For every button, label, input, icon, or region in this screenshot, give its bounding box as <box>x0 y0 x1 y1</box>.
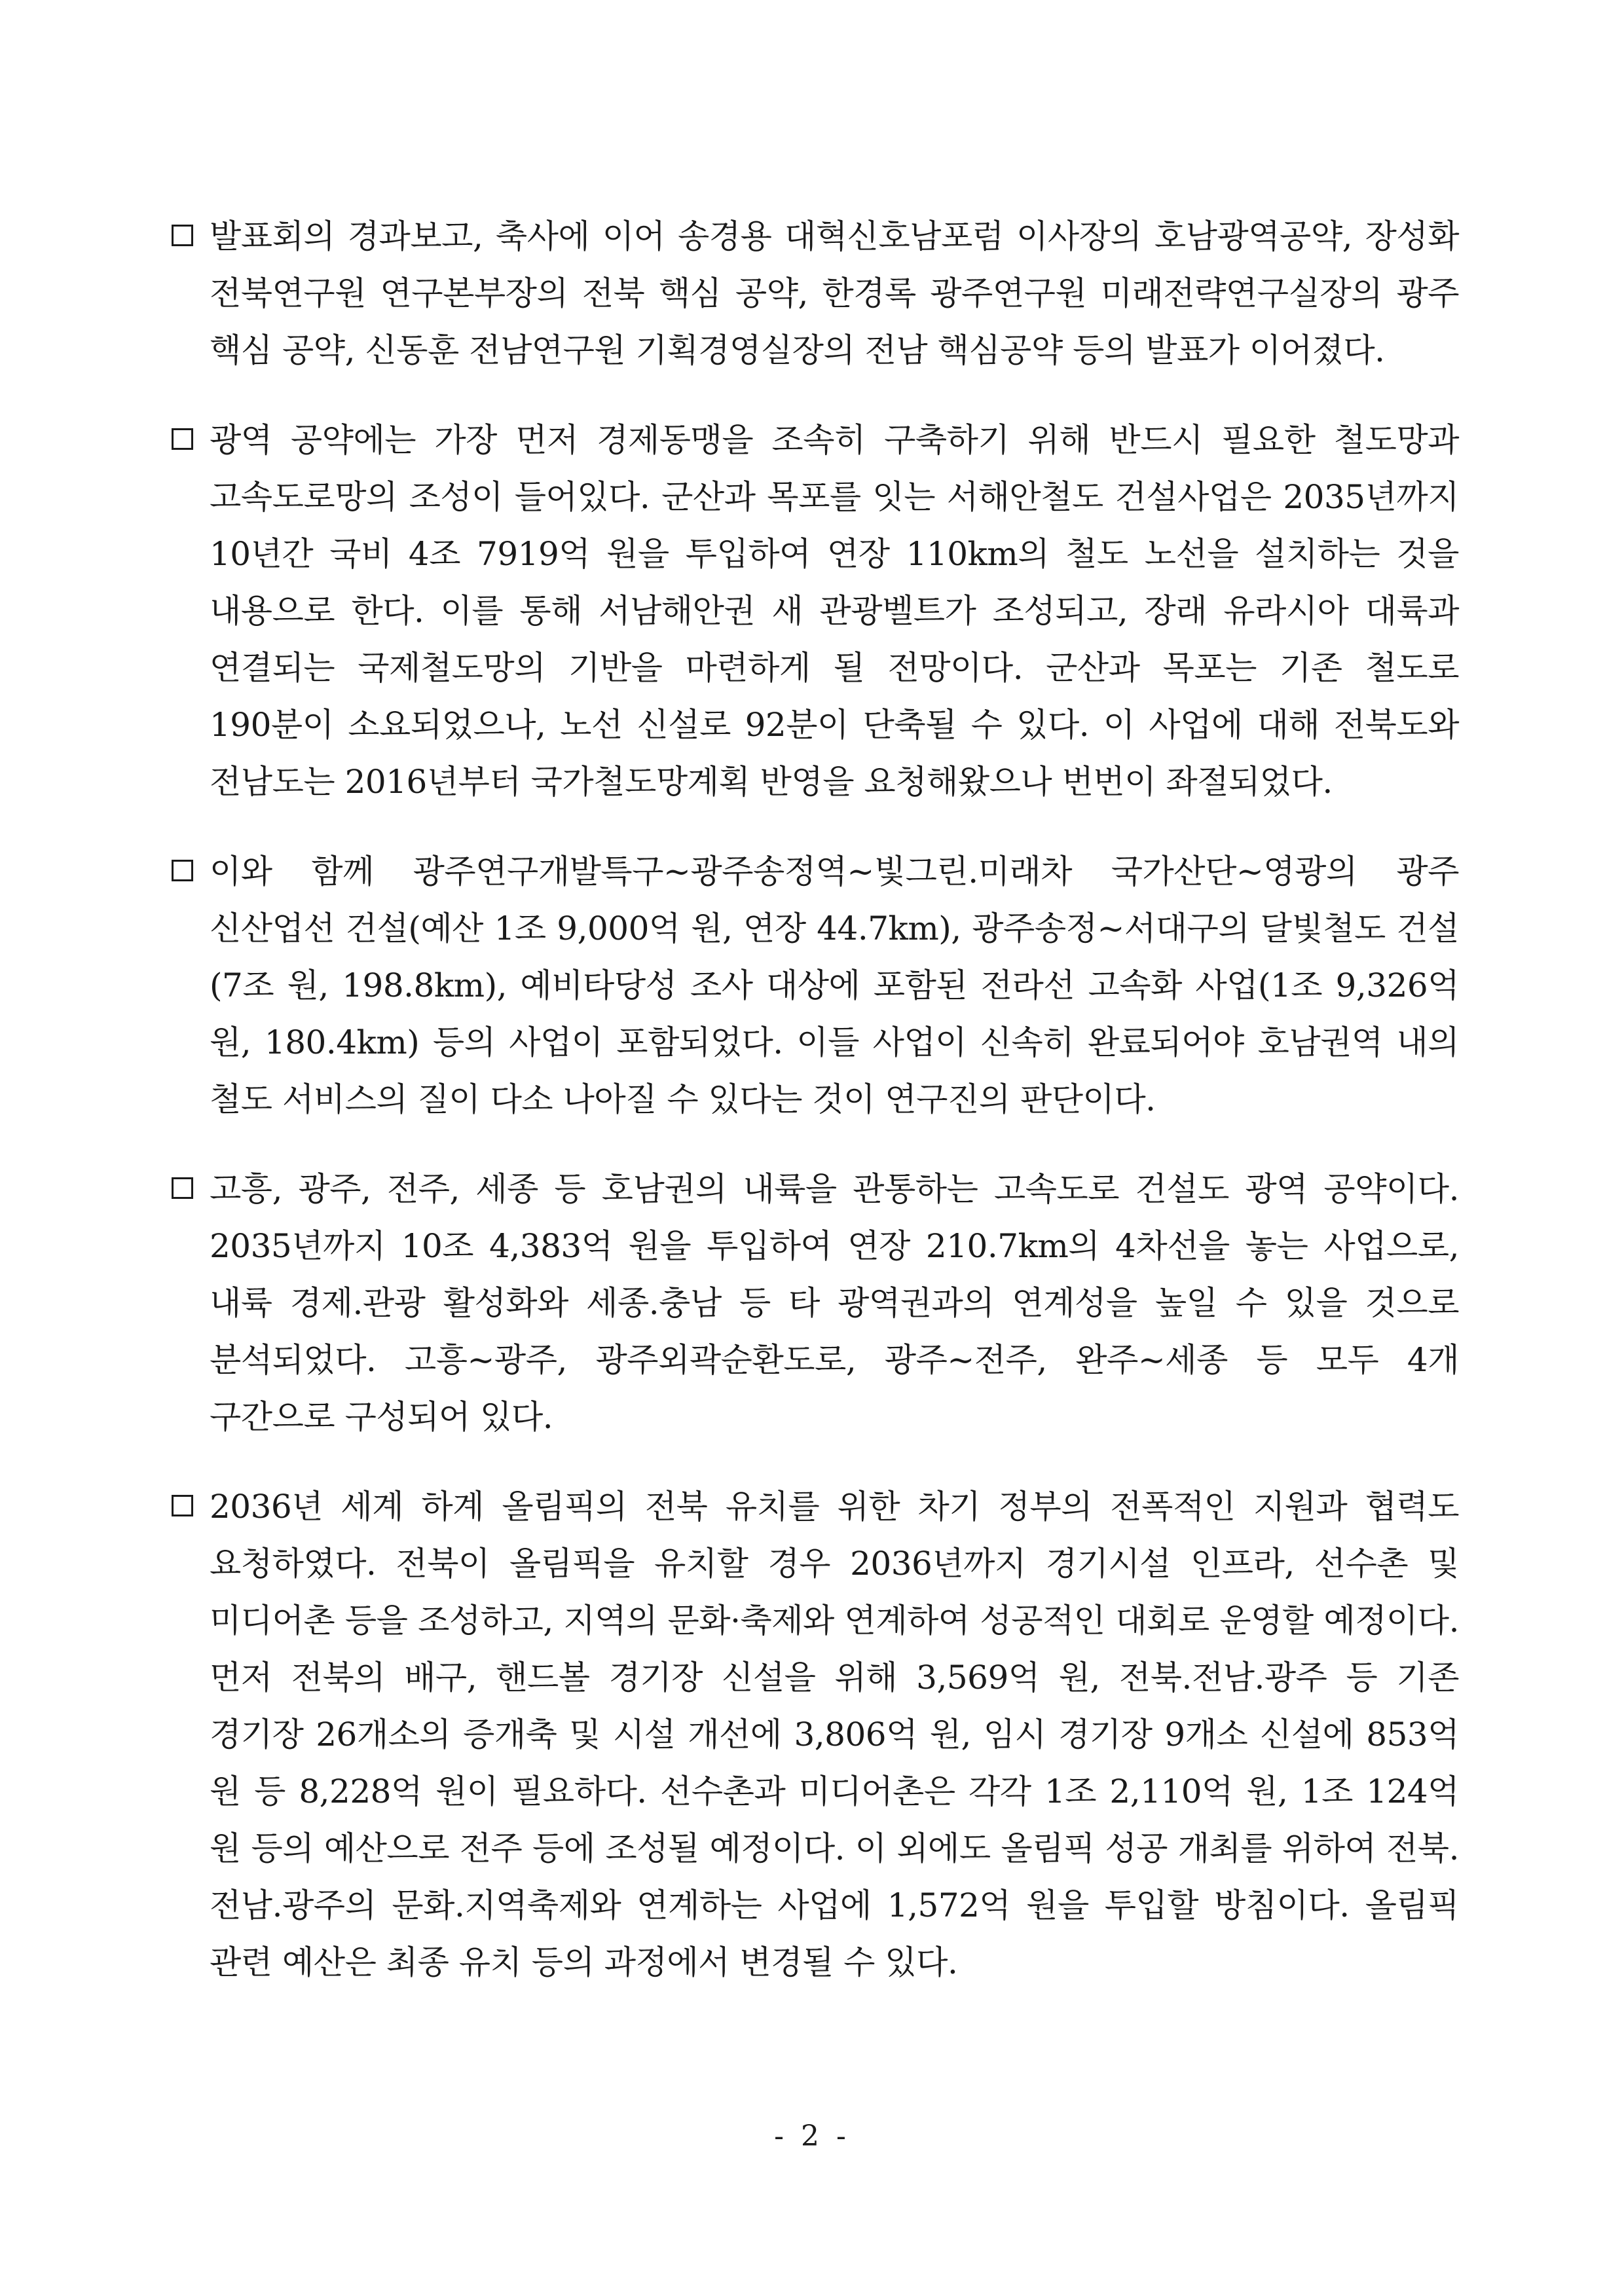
paragraph-4 <box>172 1161 1459 1446</box>
paragraph-1 <box>172 208 1459 379</box>
square-bullet-icon <box>172 225 193 246</box>
paragraph-5 <box>172 1478 1459 1991</box>
square-bullet-icon <box>172 1177 193 1199</box>
paragraph-text: 2036년 세계 하계 올림픽의 전북 유치를 위한 차기 정부의 전폭적인 지원과 협력도 요청하였다. 전북이 올림픽을 유치할 경우 2036년까지 경기시설 인프라, 선수촌 및 미디어촌 등을 조성하고, 지역의 문화·축제와 연계하여 성공적인 대회로 운영할 예정이다. 먼저 전북의 배구, 핸드볼 경기장 신설을 위해 3,569억 원, 전북.전남.광주 등 기존 경기장 26개소의 증개축 및 시설 개선에 3,806억 원, 임시 경기장 9개소 신설에 853억 원 등 8,228억 원이 필요하다. 선수촌과 미디어촌은 각각 1조 2,110억 원, 1조 124억 원 등의 예산으로 전주 등에 조성될 예정이다. 이 외에도 올림픽 성공 개최를 위하여 전북.전남.광주의 문화.지역축제와 연계하는 사업에 1,572억 원을 투입할 방침이다. 올림픽 관련 예산은 최종 유치 등의 과정에서 변경될 수 있다. <box>210 1488 1459 1981</box>
paragraph-text: 이와 함께 광주연구개발특구~광주송정역~빛그린.미래차 국가산단~영광의 광주 신산업선 건설(예산 1조 9,000억 원, 연장 44.7km), 광주송정~서대구의 달빛철도 건설(7조 원, 198.8km), 예비타당성 조사 대상에 포함된 전라선 고속화 사업(1조 9,326억 원, 180.4km) 등의 사업이 포함되었다. 이들 사업이 신속히 완료되어야 호남권역 내의 철도 서비스의 질이 다소 나아질 수 있다는 것이 연구진의 판단이다. <box>210 853 1459 1118</box>
square-bullet-icon <box>172 1495 193 1516</box>
paragraph-3 <box>172 843 1459 1128</box>
paragraph-2 <box>172 412 1459 811</box>
square-bullet-icon <box>172 860 193 881</box>
square-bullet-icon <box>172 428 193 450</box>
paragraph-text: 발표회의 경과보고, 축사에 이어 송경용 대혁신호남포럼 이사장의 호남광역공약, 장성화 전북연구원 연구본부장의 전북 핵심 공약, 한경록 광주연구원 미래전략연구실장의 광주 핵심 공약, 신동훈 전남연구원 기획경영실장의 전남 핵심공약 등의 발표가 이어졌다. <box>210 217 1459 369</box>
paragraph-text: 광역 공약에는 가장 먼저 경제동맹을 조속히 구축하기 위해 반드시 필요한 철도망과 고속도로망의 조성이 들어있다. 군산과 목포를 잇는 서해안철도 건설사업은 2035년까지 10년간 국비 4조 7919억 원을 투입하여 연장 110km의 철도 노선을 설치하는 것을 내용으로 한다. 이를 통해 서남해안권 새 관광벨트가 조성되고, 장래 유라시아 대륙과 연결되는 국제철도망의 기반을 마련하게 될 전망이다. 군산과 목포는 기존 철도로 190분이 소요되었으나, 노선 신설로 92분이 단축될 수 있다. 이 사업에 대해 전북도와 전남도는 2016년부터 국가철도망계획 반영을 요청해왔으나 번번이 좌절되었다. <box>210 421 1459 801</box>
page-number: - 2 - <box>774 2120 850 2153</box>
paragraph-text: 고흥, 광주, 전주, 세종 등 호남권의 내륙을 관통하는 고속도로 건설도 광역 공약이다. 2035년까지 10조 4,383억 원을 투입하여 연장 210.7km의 4차선을 놓는 사업으로, 내륙 경제.관광 활성화와 세종.충남 등 타 광역권과의 연계성을 높일 수 있을 것으로 분석되었다. 고흥~광주, 광주외곽순환도로, 광주~전주, 완주~세종 등 모두 4개 구간으로 구성되어 있다. <box>210 1170 1459 1436</box>
document-body <box>172 208 1459 1991</box>
